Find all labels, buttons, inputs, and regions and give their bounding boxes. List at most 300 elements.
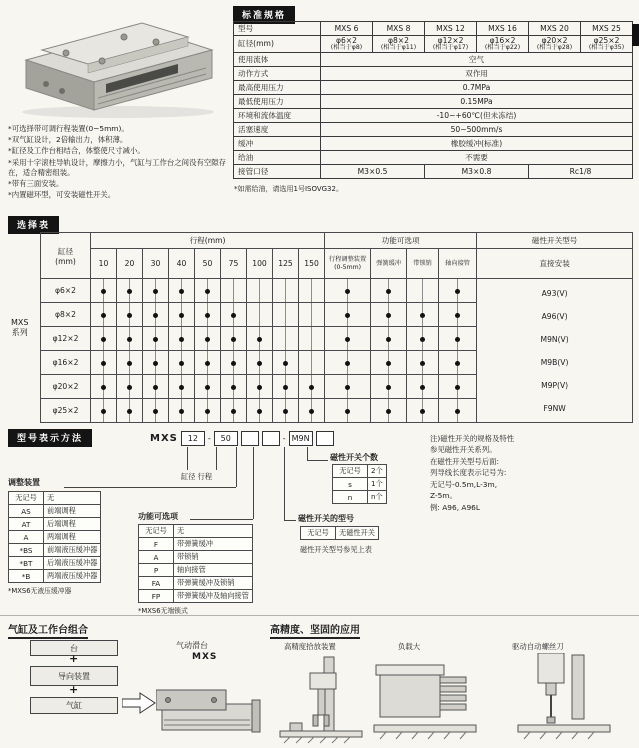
mini-table-row bbox=[301, 527, 379, 540]
bore-equivalent: (相当于φ11) bbox=[380, 44, 417, 51]
switch-count-table bbox=[332, 464, 387, 504]
mini-table-key: P bbox=[139, 564, 174, 577]
stroke-availability-cell bbox=[195, 399, 221, 423]
bore-equivalent: (相当于φ22) bbox=[484, 44, 521, 51]
availability-dot bbox=[179, 361, 184, 366]
stroke-availability-cell bbox=[91, 375, 117, 399]
app-label-screwdriver: 驱动自动螺丝刀 bbox=[512, 642, 564, 651]
option-availability-cell bbox=[439, 303, 477, 327]
leader-line bbox=[236, 447, 237, 487]
spec-row-label: 最高使用压力 bbox=[234, 80, 321, 94]
slide-drawing bbox=[156, 668, 264, 742]
availability-dot bbox=[309, 385, 314, 390]
bore-main: φ16×2 bbox=[489, 36, 516, 45]
combo-box-cylinder: 气缸 bbox=[30, 697, 118, 714]
bore-main: φ6×2 bbox=[335, 36, 358, 45]
bore-main: φ20×2 bbox=[541, 36, 568, 45]
option-col-header: 带锁销 bbox=[407, 249, 439, 279]
ordering-note-line: 注)磁性开关的规格及特性 bbox=[430, 434, 515, 443]
combo-section-header: 气缸及工作台组合 bbox=[8, 621, 88, 639]
availability-dot bbox=[283, 409, 288, 414]
spec-row bbox=[234, 22, 633, 36]
spec-model-cell: MXS 6 bbox=[321, 22, 373, 36]
option-availability-cell bbox=[407, 279, 439, 303]
stroke-availability-cell bbox=[143, 375, 169, 399]
availability-dot bbox=[127, 385, 132, 390]
stroke-availability-cell bbox=[117, 375, 143, 399]
availability-dot bbox=[127, 361, 132, 366]
availability-dot bbox=[420, 385, 425, 390]
switch-model: A93(V) bbox=[541, 288, 568, 298]
selection-bore-cell: φ16×2 bbox=[41, 351, 91, 375]
mini-table-key: n bbox=[333, 491, 368, 504]
stroke-col-header: 125 bbox=[273, 249, 299, 279]
spec-row bbox=[234, 66, 633, 80]
availability-dot bbox=[101, 289, 106, 294]
spec-model-cell: MXS 25 bbox=[581, 22, 633, 36]
availability-dot bbox=[101, 409, 106, 414]
spec-row-label: 活塞速度 bbox=[234, 122, 321, 136]
stroke-availability-cell bbox=[221, 399, 247, 423]
availability-dot bbox=[345, 289, 350, 294]
availability-dot bbox=[386, 409, 391, 414]
option-availability-cell bbox=[371, 399, 407, 423]
availability-dot bbox=[205, 409, 210, 414]
stroke-availability-cell bbox=[169, 327, 195, 351]
selection-section-header: 选择表 bbox=[8, 216, 59, 234]
spec-bore-cell bbox=[529, 36, 581, 53]
mini-table-row bbox=[9, 570, 101, 583]
stroke-availability-cell bbox=[117, 327, 143, 351]
option-availability-cell bbox=[439, 399, 477, 423]
bore-stroke-label: 缸径 行程 bbox=[181, 472, 213, 481]
availability-dot bbox=[205, 361, 210, 366]
model-code-box: M9N bbox=[289, 431, 313, 446]
option-availability-cell bbox=[407, 327, 439, 351]
mini-table-row bbox=[139, 525, 253, 538]
switch-mount-header: 直接安装 bbox=[477, 249, 633, 279]
stroke-col-header: 40 bbox=[169, 249, 195, 279]
stroke-availability-cell bbox=[143, 303, 169, 327]
ordering-note-line: 列导线长度表示记号为: bbox=[430, 468, 507, 478]
stroke-availability-cell bbox=[91, 351, 117, 375]
stroke-availability-cell bbox=[299, 399, 325, 423]
mini-table-row bbox=[139, 564, 253, 577]
spec-row-label: 给油 bbox=[234, 150, 321, 164]
spec-port-cell: M3×0.8 bbox=[425, 164, 529, 178]
stroke-availability-cell bbox=[117, 303, 143, 327]
availability-dot bbox=[386, 361, 391, 366]
result-model: MXS bbox=[192, 652, 218, 662]
stroke-availability-cell bbox=[169, 279, 195, 303]
feature-notes bbox=[8, 124, 234, 202]
spec-row bbox=[234, 164, 633, 178]
spec-port-cell: Rc1/8 bbox=[529, 164, 633, 178]
spec-row-value: 双作用 bbox=[321, 66, 633, 80]
spec-row-value: 50~500mm/s bbox=[321, 122, 633, 136]
leader-line bbox=[284, 520, 296, 521]
stroke-availability-cell bbox=[143, 279, 169, 303]
availability-dot bbox=[153, 361, 158, 366]
availability-dot bbox=[455, 289, 460, 294]
model-code-dash: - bbox=[282, 434, 286, 443]
option-availability-cell bbox=[371, 375, 407, 399]
mini-table-key: *BS bbox=[9, 544, 44, 557]
spec-row-label: 型号 bbox=[234, 22, 321, 36]
combo-box-table: 台 bbox=[30, 640, 118, 656]
ordering-note-line: 参见磁性开关系列。 bbox=[430, 445, 497, 455]
availability-dot bbox=[455, 409, 460, 414]
mini-table-key: 无记号 bbox=[301, 527, 336, 540]
availability-dot bbox=[153, 337, 158, 342]
spec-row bbox=[234, 108, 633, 122]
mini-table-value: 前端调程 bbox=[44, 505, 101, 518]
availability-dot bbox=[231, 313, 236, 318]
stroke-availability-cell bbox=[195, 351, 221, 375]
stroke-availability-cell bbox=[117, 279, 143, 303]
option-availability-cell bbox=[371, 303, 407, 327]
options-footnote: *MXS6无端锁式 bbox=[138, 607, 188, 615]
feature-note: *可选择带可调行程装置(0~5mm)。 bbox=[8, 124, 129, 133]
availability-dot bbox=[179, 289, 184, 294]
mini-table-row bbox=[139, 590, 253, 603]
stroke-availability-cell bbox=[273, 351, 299, 375]
mini-table-value: 后端调程 bbox=[44, 518, 101, 531]
stroke-availability-cell bbox=[195, 303, 221, 327]
spec-row-label: 接管口径 bbox=[234, 164, 321, 178]
spec-footnote: *如需给油，请选用1号ISOVG32。 bbox=[234, 185, 343, 193]
model-code-box: 50 bbox=[214, 431, 238, 446]
stroke-availability-cell bbox=[143, 327, 169, 351]
model-code-box bbox=[241, 431, 259, 446]
mini-table-row bbox=[139, 577, 253, 590]
feature-note: *采用十字滚柱导轨设计，摩擦力小，气缸与工作台之间没有空隙存在，适合精密组装。 bbox=[8, 157, 227, 177]
availability-dot bbox=[257, 385, 262, 390]
availability-dot bbox=[386, 337, 391, 342]
stroke-availability-cell bbox=[247, 303, 273, 327]
selection-bore-header: 缸径 (mm) bbox=[41, 233, 91, 279]
spec-row-value: 0.7MPa bbox=[321, 80, 633, 94]
adjuster-label: 调整装置 bbox=[8, 478, 40, 487]
ordering-note-line: 无记号-0.5m,L-3m, bbox=[430, 479, 498, 489]
spec-row bbox=[234, 150, 633, 164]
spec-row bbox=[234, 94, 633, 108]
selection-bore-cell: φ6×2 bbox=[41, 279, 91, 303]
mini-table-key: A bbox=[9, 531, 44, 544]
spec-row bbox=[234, 122, 633, 136]
leader-line bbox=[253, 447, 254, 519]
model-code-box: 12 bbox=[181, 431, 205, 446]
model-code-prefix: MXS bbox=[150, 433, 178, 444]
stroke-availability-cell bbox=[195, 375, 221, 399]
bore-main: φ12×2 bbox=[437, 36, 464, 45]
availability-dot bbox=[386, 385, 391, 390]
switch-model: M9B(V) bbox=[540, 357, 569, 367]
spec-bore-cell bbox=[425, 36, 477, 53]
ordering-note-line: Z-5m。 bbox=[430, 491, 457, 501]
availability-dot bbox=[101, 313, 106, 318]
stroke-availability-cell bbox=[299, 303, 325, 327]
series-label bbox=[11, 318, 28, 339]
app-label-load: 负载大 bbox=[398, 642, 421, 651]
stroke-availability-cell bbox=[91, 279, 117, 303]
option-availability-cell bbox=[439, 351, 477, 375]
option-availability-cell bbox=[407, 351, 439, 375]
mini-table-value: 带锁销 bbox=[174, 551, 253, 564]
stroke-availability-cell bbox=[221, 351, 247, 375]
pick-place-sketch bbox=[278, 653, 364, 745]
spec-bore-cell bbox=[581, 36, 633, 53]
availability-dot bbox=[420, 361, 425, 366]
availability-dot bbox=[283, 361, 288, 366]
availability-dot bbox=[153, 409, 158, 414]
stroke-availability-cell bbox=[143, 351, 169, 375]
option-availability-cell bbox=[439, 279, 477, 303]
spec-row-label: 使用流体 bbox=[234, 52, 321, 66]
availability-dot bbox=[386, 313, 391, 318]
mini-table-key: *BT bbox=[9, 557, 44, 570]
option-availability-cell bbox=[325, 327, 371, 351]
mini-table-row bbox=[9, 518, 101, 531]
stroke-col-header: 30 bbox=[143, 249, 169, 279]
mini-table-row bbox=[9, 531, 101, 544]
model-code-dash: - bbox=[207, 434, 211, 443]
stroke-availability-cell bbox=[247, 399, 273, 423]
spec-model-cell: MXS 8 bbox=[373, 22, 425, 36]
availability-dot bbox=[205, 289, 210, 294]
option-availability-cell bbox=[325, 351, 371, 375]
mini-table-row bbox=[9, 557, 101, 570]
switch-count-label: 磁性开关个数 bbox=[330, 453, 378, 462]
stroke-availability-cell bbox=[117, 351, 143, 375]
plus-sign: + bbox=[69, 652, 79, 665]
mini-table-value: 带弹簧缓冲及锁销 bbox=[174, 577, 253, 590]
stroke-availability-cell bbox=[91, 303, 117, 327]
availability-dot bbox=[127, 289, 132, 294]
model-code-box bbox=[262, 431, 280, 446]
switch-model: M9N(V) bbox=[540, 334, 569, 344]
option-col-header: 行程调整装置(0-5mm) bbox=[325, 249, 371, 279]
stroke-col-header: 100 bbox=[247, 249, 273, 279]
stroke-availability-cell bbox=[143, 399, 169, 423]
leader-line bbox=[64, 487, 236, 488]
availability-dot bbox=[101, 337, 106, 342]
availability-dot bbox=[420, 337, 425, 342]
availability-dot bbox=[345, 385, 350, 390]
availability-dot bbox=[455, 313, 460, 318]
product-photo bbox=[6, 6, 230, 120]
availability-dot bbox=[420, 409, 425, 414]
spec-row-value: 0.15MPa bbox=[321, 94, 633, 108]
availability-dot bbox=[205, 337, 210, 342]
stroke-availability-cell bbox=[221, 279, 247, 303]
model-code bbox=[150, 431, 334, 446]
availability-dot bbox=[179, 409, 184, 414]
spec-row bbox=[234, 36, 633, 53]
option-availability-cell bbox=[371, 279, 407, 303]
selection-header-row bbox=[41, 233, 633, 249]
mini-table-value: 带弹簧缓冲 bbox=[174, 538, 253, 551]
spec-row-value: 橡胶缓冲(标准) bbox=[321, 136, 633, 150]
spec-row-label: 环境和流体温度 bbox=[234, 108, 321, 122]
spec-table-el bbox=[233, 21, 633, 179]
spec-row-value: -10~+60℃(但未冻结) bbox=[321, 108, 633, 122]
adjuster-footnote: *MXS6无液压缓冲器 bbox=[8, 587, 72, 595]
stroke-availability-cell bbox=[169, 375, 195, 399]
screwdriver-sketch bbox=[508, 653, 620, 745]
stroke-availability-cell bbox=[299, 351, 325, 375]
mini-table-row bbox=[333, 465, 387, 478]
switch-models-cell bbox=[477, 279, 633, 423]
stroke-availability-cell bbox=[91, 327, 117, 351]
stroke-availability-cell bbox=[299, 327, 325, 351]
stroke-group-header: 行程(mm) bbox=[91, 233, 325, 249]
bore-main: φ8×2 bbox=[387, 36, 410, 45]
switch-model: A96(V) bbox=[541, 311, 568, 321]
availability-dot bbox=[345, 409, 350, 414]
stroke-availability-cell bbox=[273, 303, 299, 327]
leader-line bbox=[284, 447, 285, 520]
availability-dot bbox=[231, 409, 236, 414]
stroke-availability-cell bbox=[221, 327, 247, 351]
availability-dot bbox=[386, 289, 391, 294]
options-table bbox=[138, 524, 253, 603]
spec-row bbox=[234, 136, 633, 150]
spec-row-label: 动作方式 bbox=[234, 66, 321, 80]
stroke-availability-cell bbox=[247, 375, 273, 399]
availability-dot bbox=[153, 289, 158, 294]
switch-model-note: 磁性开关型号参见上表 bbox=[300, 545, 372, 554]
leader-line bbox=[307, 447, 308, 460]
availability-dot bbox=[345, 361, 350, 366]
spec-bore-cell bbox=[321, 36, 373, 53]
selection-bore-cell: φ12×2 bbox=[41, 327, 91, 351]
app-label-pick-place: 高精度拾放装置 bbox=[284, 642, 336, 651]
apps-section-header: 高精度、坚固的应用 bbox=[270, 621, 360, 639]
stroke-col-header: 50 bbox=[195, 249, 221, 279]
spec-row-value: 不需要 bbox=[321, 150, 633, 164]
stroke-availability-cell bbox=[195, 327, 221, 351]
mini-table-key: FP bbox=[139, 590, 174, 603]
option-col-header: 弹簧缓冲 bbox=[371, 249, 407, 279]
leader-line bbox=[190, 519, 253, 520]
stroke-availability-cell bbox=[91, 399, 117, 423]
ordering-note bbox=[430, 433, 634, 513]
mini-table-value: 两端调程 bbox=[44, 531, 101, 544]
selection-bore-cell: φ8×2 bbox=[41, 303, 91, 327]
stroke-availability-cell bbox=[273, 399, 299, 423]
feature-note: *带有三面安装。 bbox=[8, 179, 64, 189]
availability-dot bbox=[455, 337, 460, 342]
spec-model-cell: MXS 12 bbox=[425, 22, 477, 36]
selection-table-el bbox=[40, 232, 633, 423]
mini-table-value: 带弹簧缓冲及轴向接管 bbox=[174, 590, 253, 603]
stroke-availability-cell bbox=[117, 399, 143, 423]
mini-table-key: 无记号 bbox=[139, 525, 174, 538]
stroke-availability-cell bbox=[169, 399, 195, 423]
load-sketch bbox=[372, 653, 480, 745]
arrow-right-icon bbox=[122, 692, 156, 714]
spec-row-value: 空气 bbox=[321, 52, 633, 66]
spec-row bbox=[234, 52, 633, 66]
availability-dot bbox=[205, 313, 210, 318]
mini-table-row bbox=[139, 551, 253, 564]
option-availability-cell bbox=[325, 375, 371, 399]
selection-bore-cell: φ25×2 bbox=[41, 399, 91, 423]
spec-model-cell: MXS 20 bbox=[529, 22, 581, 36]
combo-diagram bbox=[10, 640, 266, 746]
availability-dot bbox=[231, 385, 236, 390]
result-label: 气动滑台 bbox=[176, 641, 208, 650]
selection-subheader-row bbox=[41, 249, 633, 279]
stroke-col-header: 20 bbox=[117, 249, 143, 279]
mini-table-key: 无记号 bbox=[333, 465, 368, 478]
mini-table-row bbox=[333, 491, 387, 504]
switch-model: M9P(V) bbox=[541, 380, 569, 390]
mini-table-key: AT bbox=[9, 518, 44, 531]
stroke-availability-cell bbox=[195, 279, 221, 303]
switch-model: F9NW bbox=[543, 403, 566, 413]
stroke-availability-cell bbox=[221, 303, 247, 327]
plus-sign: + bbox=[69, 683, 79, 696]
availability-dot bbox=[179, 337, 184, 342]
mini-table-key: F bbox=[139, 538, 174, 551]
leader-line bbox=[216, 447, 217, 470]
option-availability-cell bbox=[325, 279, 371, 303]
availability-dot bbox=[127, 313, 132, 318]
ordering-section-header: 型号表示方法 bbox=[8, 429, 92, 447]
switch-model-table bbox=[300, 526, 379, 540]
mini-table-key: FA bbox=[139, 577, 174, 590]
spec-model-cell: MXS 16 bbox=[477, 22, 529, 36]
stroke-col-header: 75 bbox=[221, 249, 247, 279]
series-label-line: 系列 bbox=[11, 328, 28, 338]
spec-section-header: 标准规格 bbox=[233, 6, 295, 24]
mini-table-key: A bbox=[139, 551, 174, 564]
option-availability-cell bbox=[407, 375, 439, 399]
stroke-availability-cell bbox=[221, 375, 247, 399]
option-col-header: 轴向接管 bbox=[439, 249, 477, 279]
stroke-availability-cell bbox=[169, 351, 195, 375]
availability-dot bbox=[127, 409, 132, 414]
availability-dot bbox=[101, 361, 106, 366]
spec-bore-cell bbox=[477, 36, 529, 53]
stroke-availability-cell bbox=[299, 279, 325, 303]
availability-dot bbox=[309, 409, 314, 414]
spec-row-label: 缓冲 bbox=[234, 136, 321, 150]
selection-row bbox=[41, 279, 633, 303]
selection-table bbox=[40, 232, 633, 423]
mini-table-value: 轴向接管 bbox=[174, 564, 253, 577]
mini-table-row bbox=[333, 478, 387, 491]
adjuster-table bbox=[8, 491, 101, 583]
mini-table-value: 无磁性开关 bbox=[336, 527, 379, 540]
bore-equivalent: (相当于φ35) bbox=[588, 44, 625, 51]
availability-dot bbox=[179, 313, 184, 318]
spec-port-cell: M3×0.5 bbox=[321, 164, 425, 178]
stroke-availability-cell bbox=[169, 303, 195, 327]
spec-row-label: 最低使用压力 bbox=[234, 94, 321, 108]
availability-dot bbox=[455, 385, 460, 390]
option-availability-cell bbox=[407, 303, 439, 327]
availability-dot bbox=[257, 409, 262, 414]
stroke-col-header: 150 bbox=[299, 249, 325, 279]
mini-table-row bbox=[9, 544, 101, 557]
option-availability-cell bbox=[325, 303, 371, 327]
mini-table-value: 1个 bbox=[368, 478, 387, 491]
mini-table-row bbox=[139, 538, 253, 551]
availability-dot bbox=[257, 337, 262, 342]
